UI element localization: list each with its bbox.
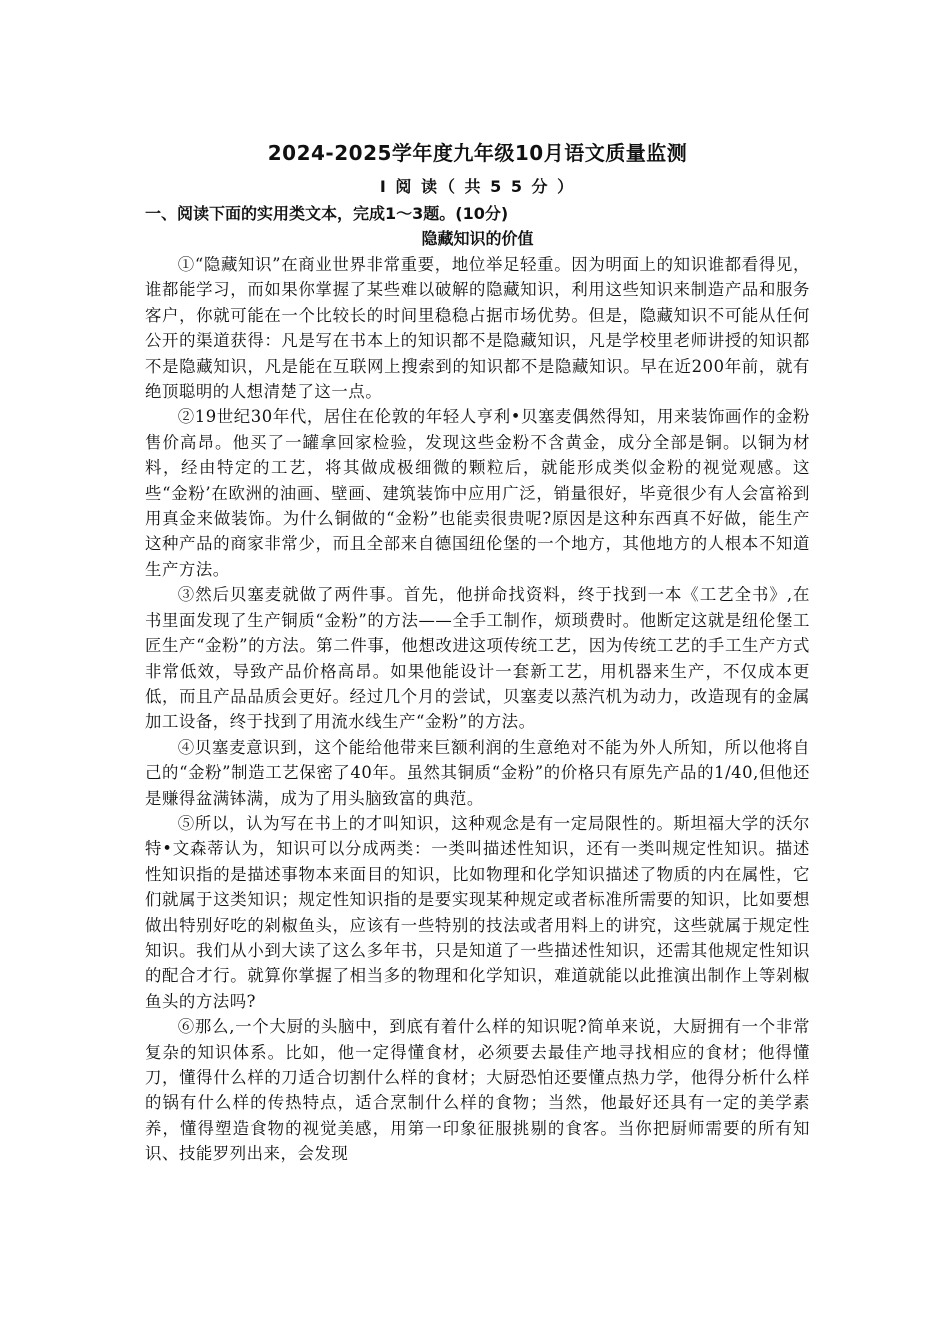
article-title: 隐藏知识的价值	[421, 229, 534, 248]
paragraph-5: ⑤所以，认为写在书上的才叫知识，这种观念是有一定局限性的。斯坦福大学的沃尔特•文森蒂认为，知识可以分成两类：一类叫描述性知识，还有一类叫规定性知识。描述性知识指的是描述事物本来面目的知识，比如物理和化学知识描述了物质的内在属性，它们就属于这类知识；规定性知识指的是要实现某种规定或者标准所需要的知识，比如要想做出特别好吃的剁椒鱼头，应该有一些特别的技法或者用料上的讲究，这些就属于规定性知识。我们从小到大读了这么多年书，只是知道了一些描述性知识，还需其他规定性知识的配合才行。就算你掌握了相当多的物理和化学知识，难道就能以此推演出制作上等剁椒鱼头的方法吗?	[145, 813, 810, 1011]
paragraph-6: ⑥那么,一个大厨的头脑中，到底有着什么样的知识呢?简单来说，大厨拥有一个非常复杂的知识体系。比如，他一定得懂食材，必须要去最佳产地寻找相应的食材；他得懂刀，懂得什么样的刀适合切割什么样的食材；大厨恐怕还要懂点热力学，他得分析什么样的锅有什么样的传热特点，适合烹制什么样的食物；当然，他最好还具有一定的美学素养，懂得塑造食物的视觉美感，用第一印象征服挑剔的食客。当你把厨师需要的所有知识、技能罗列出来，会发现	[145, 1017, 810, 1164]
part-title: Ⅰ 阅 读（ 共 5 5 分 ）	[379, 177, 576, 196]
paragraph-2: ②19世纪30年代，居住在伦敦的年轻人亨利•贝塞麦偶然得知，用来装饰画作的金粉售价高昂。他买了一罐拿回家检验，发现这些金粉不含黄金，成分全部是铜。以铜为材料，经由特定的工艺，将其做成极细微的颗粒后，就能形成类似金粉的视觉观感。这些“金粉’在欧洲的油画、壁画、建筑装饰中应用广泛，销量很好，毕竟很少有人会富裕到用真金来做装饰。为什么铜做的“金粉”也能卖很贵呢?原因是这种东西真不好做，能生产这种产品的商家非常少，而且全部来自德国纽伦堡的一个地方，其他地方的人根本不知道生产方法。	[145, 407, 810, 579]
exam-title: 2024-2025学年度九年级10月语文质量监测	[267, 141, 688, 165]
paragraph-4: ④贝塞麦意识到，这个能给他带来巨额利润的生意绝对不能为外人所知，所以他将自己的“金粉”制造工艺保密了40年。虽然其铜质“金粉”的价格只有原先产品的1/40,但他还是赚得盆满钵满，成为了用头脑致富的典范。	[145, 737, 810, 808]
exam-page	[145, 138, 810, 1167]
paragraph-3: ③然后贝塞麦就做了两件事。首先，他拼命找资料，终于找到一本《工艺全书》,在书里面发现了生产铜质“金粉”的方法——全手工制作，烦琐费时。他断定这就是纽伦堡工匠生产“金粉”的方法。第二件事，他想改进这项传统工艺，因为传统工艺的手工生产方式非常低效，导致产品价格高昂。如果他能设计一套新工艺，用机器来生产，不仅成本更低，而且产品品质会更好。经过几个月的尝试，贝塞麦以蒸汽机为动力，改造现有的金属加工设备，终于找到了用流水线生产“金粉”的方法。	[145, 585, 810, 732]
paragraph-1: ①“隐藏知识”在商业世界非常重要，地位举足轻重。因为明面上的知识谁都看得见，谁都能学习，而如果你掌握了某些难以破解的隐藏知识，利用这些知识来制造产品和服务客户，你就可能在一个比较长的时间里稳稳占据市场优势。但是，隐藏知识不可能从任何公开的渠道获得：凡是写在书本上的知识都不是隐藏知识，凡是学校里老师讲授的知识都不是隐藏知识，凡是能在互联网上搜索到的知识都不是隐藏知识。早在近200年前，就有绝顶聪明的人想清楚了这一点。	[145, 255, 810, 402]
section-heading: 一、阅读下面的实用类文本，完成1～3题。(10分)	[145, 204, 509, 223]
